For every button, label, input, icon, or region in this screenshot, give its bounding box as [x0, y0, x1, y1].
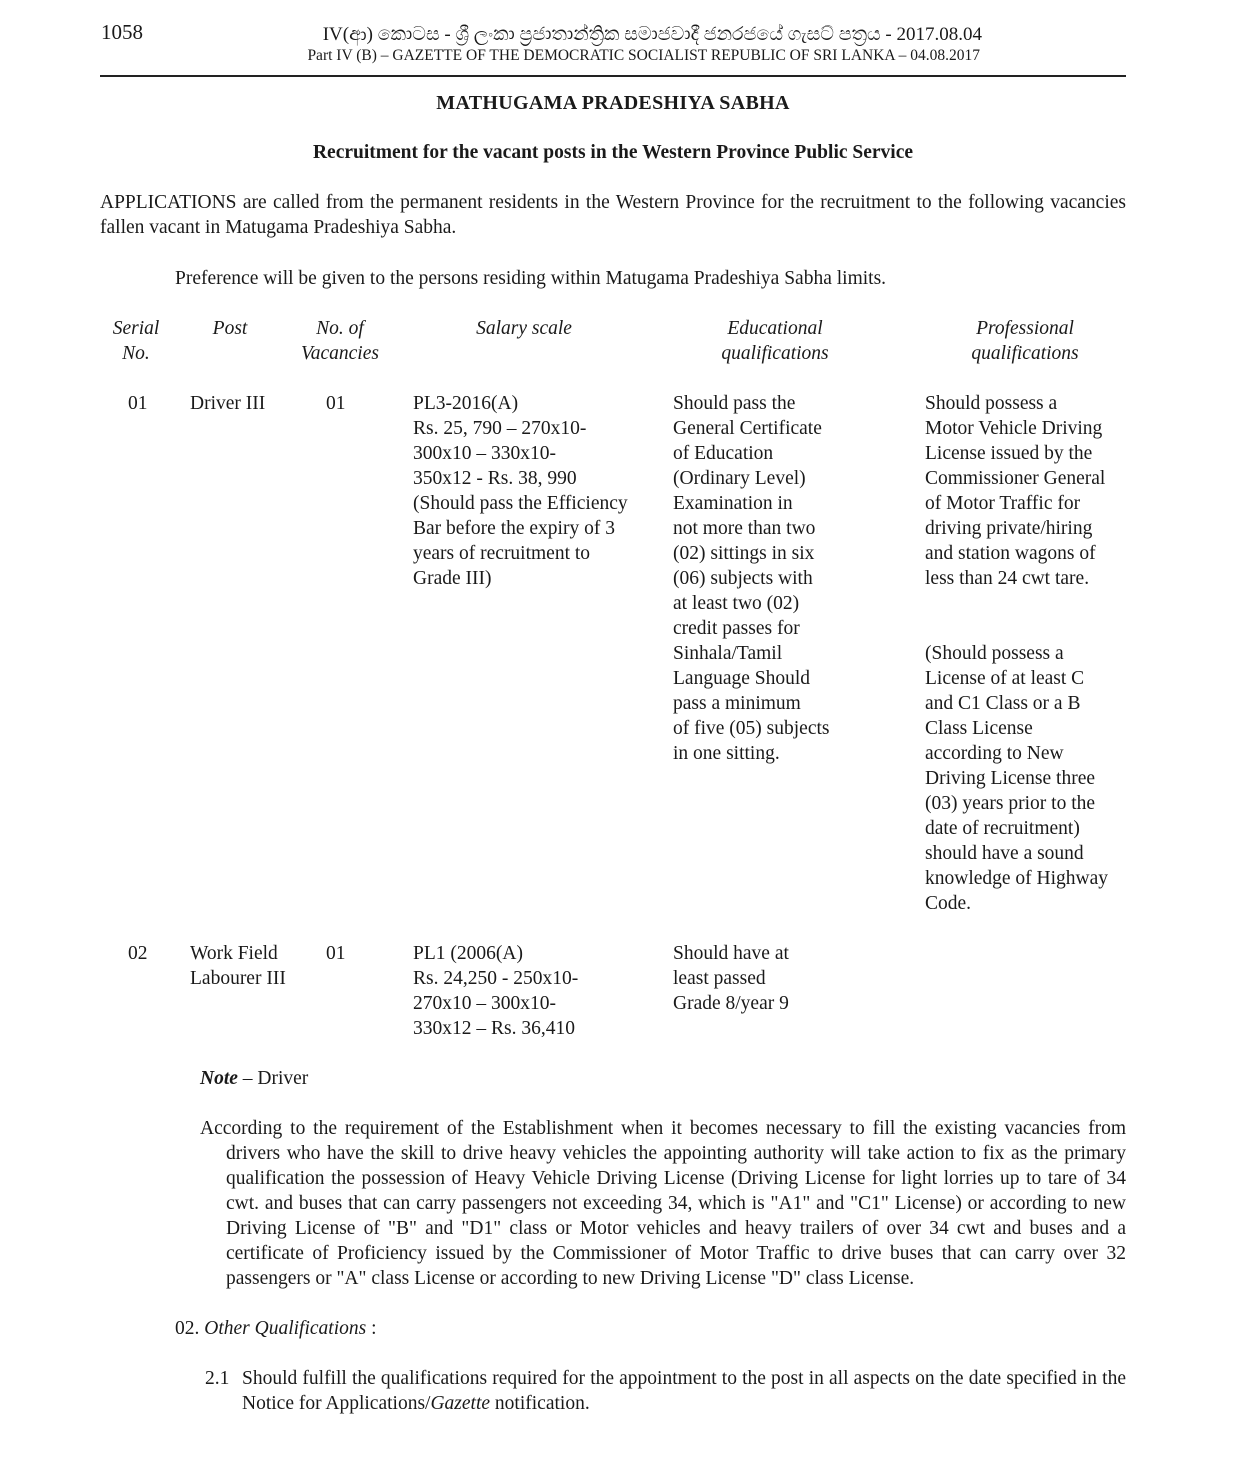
row1-serial: 01: [128, 393, 148, 414]
row1-vacancies: 01: [326, 393, 346, 414]
page-subtitle: Recruitment for the vacant posts in the Western Province Public Service: [312, 142, 914, 163]
row1-salary: PL3-2016(A) Rs. 25, 790 – 270x10- 300x10 – 330x10- 350x12 - Rs. 38, 990 (Should pass the Efficiency Bar before the expiry of 3 years of recruitment to Grade III): [413, 393, 628, 589]
note-body-text: According to the requirement of the Establishment when it becomes necessary to fill the existing vacancies from drivers who have the skill to drive heavy vehicles the appointing authority will take action to fix as the primary qualification the possession of Heavy Vehicle Driving License (Driving License for light lorries up to tare of 34 cwt. and buses that can carry passengers not exceeding 34, which is "A1" and "C1" License) or according to new Driving License of "B" and "D1" class or Motor vehicles and heavy trailers of over 34 cwt and buses and a certificate of Proficiency issued by the Commissioner of Motor Traffic to drive buses that can carry over 32 passengers or "A" class License or according to new Driving License "D" class License.: [200, 1118, 1126, 1289]
item-text-end: notification.: [490, 1393, 590, 1414]
row1-educational: Should pass the General Certificate of Education (Ordinary Level) Examination in not more than two (02) sittings in six (06) subjects with at least two (02) credit passes for Sinhala/Tamil Language Should pass a minimum of five (05) subjects in one sitting.: [673, 393, 830, 764]
row2-educational: Should have at least passed Grade 8/year 9: [673, 943, 789, 1014]
header-divider: [100, 75, 1126, 77]
column-header-vacancies: No. of Vacancies: [301, 318, 379, 364]
row1-professional-main: Should possess a Motor Vehicle Driving License issued by the Commissioner General of Motor Traffic for driving private/hiring and station wagons of less than 24 cwt tare.: [925, 393, 1106, 589]
item-text: [242, 1366, 1126, 1416]
column-header-post: Post: [212, 318, 248, 339]
column-header-educational: Educational qualifications: [721, 318, 829, 364]
column-header-professional: Professional qualifications: [971, 318, 1079, 364]
page-title: MATHUGAMA PRADESHIYA SABHA: [436, 92, 790, 114]
header-sinhala-line: IV(ආ) කොටස - ශ්‍රී ලංකා ප්‍රජාතාන්ත්‍රික සමාජවාදී ජනරජයේ ගැසට් පත්‍රය - 2017.08.04: [322, 24, 982, 45]
note-heading: [200, 1066, 308, 1091]
column-header-salary: Salary scale: [476, 318, 572, 339]
section-title: Other Qualifications: [204, 1318, 367, 1339]
note-label: Note: [200, 1068, 238, 1089]
section-colon: :: [366, 1318, 377, 1339]
header-english-line: Part IV (B) – GAZETTE OF THE DEMOCRATIC SOCIALIST REPUBLIC OF SRI LANKA – 04.08.2017: [307, 47, 980, 64]
row1-post: Driver III: [190, 393, 266, 414]
item-number: 2.1: [205, 1368, 230, 1389]
item-text-italic: Gazette: [430, 1393, 491, 1414]
intro-paragraph: APPLICATIONS are called from the permanent residents in the Western Province for the recruitment to the following vacancies fallen vacant in Matugama Pradeshiya Sabha.: [100, 192, 1126, 238]
item-text-main: Should fulfill the qualifications required for the appointment to the post in all aspects on the date specified in the Notice for Applications/: [242, 1368, 1126, 1414]
row2-vacancies: 01: [326, 943, 346, 964]
row2-serial: 02: [128, 943, 148, 964]
section-number: 02.: [175, 1318, 200, 1339]
page-number: 1058: [101, 20, 143, 44]
row2-post: Work Field Labourer III: [190, 943, 286, 989]
note-body: [200, 1116, 1126, 1291]
row2-salary: PL1 (2006(A) Rs. 24,250 - 250x10- 270x10 – 300x10- 330x12 – Rs. 36,410: [413, 943, 579, 1039]
row1-professional-note: (Should possess a License of at least C and C1 Class or a B Class License according to New Driving License three (03) years prior to the date of recruitment) should have a sound knowledge of Highway Code.: [925, 643, 1109, 914]
preference-paragraph: Preference will be given to the persons residing within Matugama Pradeshiya Sabha limits.: [175, 268, 887, 289]
note-subject: – Driver: [237, 1068, 309, 1089]
section-heading: [175, 1316, 377, 1341]
column-header-serial: Serial No.: [112, 318, 160, 364]
